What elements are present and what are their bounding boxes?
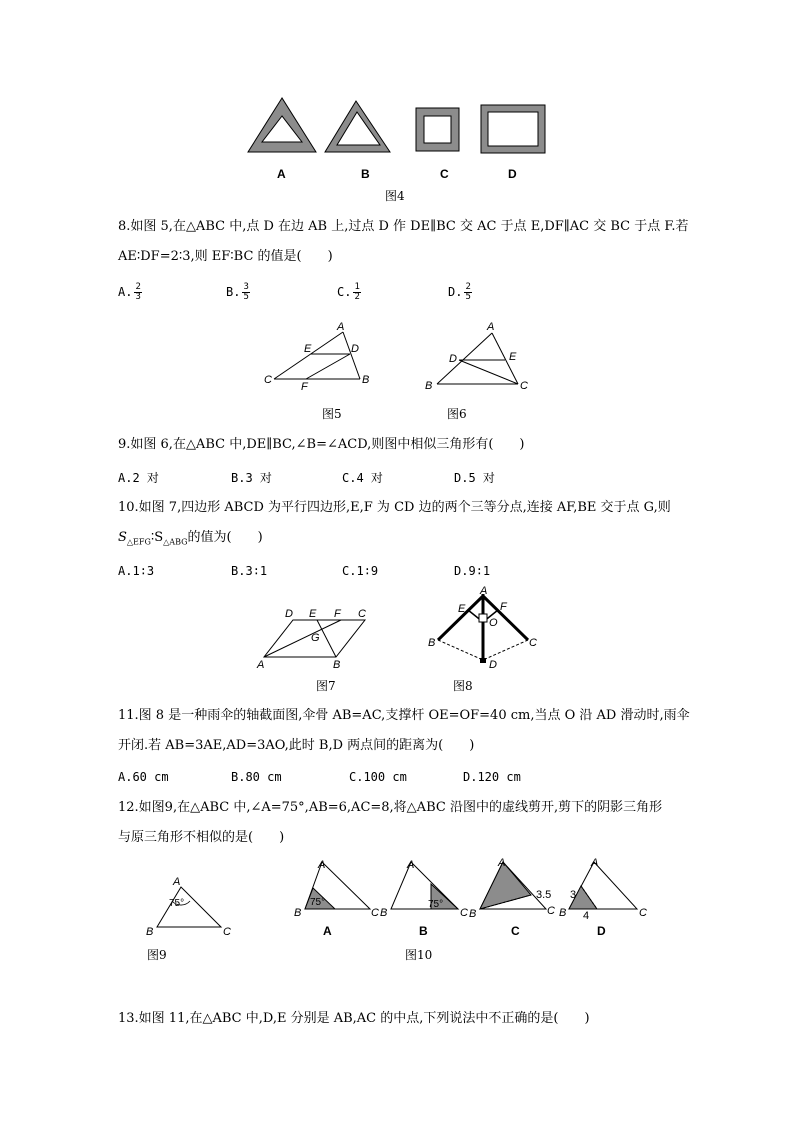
q9-option-b[interactable]: B.3 对 — [231, 471, 272, 485]
fig5-caption: 图5 — [322, 407, 342, 421]
svg-text:A: A — [591, 857, 599, 869]
fig5-point-e: E — [304, 343, 312, 355]
fig9-point-b: B — [146, 926, 154, 938]
fig5-point-c: C — [264, 374, 272, 386]
q9-option-c[interactable]: C.4 对 — [342, 471, 383, 485]
svg-text:C: C — [639, 907, 647, 919]
svg-text:C: C — [371, 907, 379, 919]
fig7-point-b: B — [333, 659, 341, 671]
fig9-angle-label: 75° — [169, 898, 185, 909]
fig9-point-c: C — [223, 926, 231, 938]
svg-text:C: C — [547, 905, 555, 917]
q8-option-b[interactable]: B. $\frac{3}{5}$ — [226, 282, 249, 302]
fig10-c-length: 3.5 — [536, 889, 552, 901]
fig10-sub-label-a: A — [323, 924, 332, 938]
svg-text:B: B — [294, 907, 302, 919]
q11-option-c[interactable]: C.100 cm — [349, 770, 407, 784]
q12-text-line2: 与原三角形不相似的是( ) — [118, 830, 285, 845]
fig6-caption: 图6 — [447, 407, 467, 421]
fig7-point-f: F — [334, 608, 341, 620]
fig5-point-f: F — [301, 381, 308, 393]
fig7-point-d: D — [285, 608, 293, 620]
fig7-point-c: C — [358, 608, 366, 620]
q12-text-line1: 12.如图9,在△ABC 中,∠A=75°,AB=6,AC=8,将△ABC 沿图中的虚线剪开,剪下的阴影三角形 — [118, 800, 663, 815]
svg-text:B: B — [380, 907, 388, 919]
q11-text-line2: 开闭.若 AB=3AE,AD=3AO,此时 B,D 两点间的距离为( ) — [118, 738, 475, 753]
fig4-label-b: B — [361, 167, 370, 181]
q8-option-c[interactable]: C. $\frac{1}{2}$ — [337, 282, 360, 302]
svg-text:A: A — [498, 857, 506, 869]
q10-text-line2: $S_{\triangle EFG}∶S_{\triangle ABG}$的值为( ) — [118, 530, 263, 547]
fig10-caption: 图10 — [405, 948, 433, 962]
fig5-point-d: D — [351, 343, 359, 355]
fig6-point-b: B — [425, 380, 433, 392]
fig9-caption: 图9 — [147, 948, 167, 962]
fig10-sub-label-b: B — [419, 924, 428, 938]
fig7-point-a: A — [257, 659, 265, 671]
q8-option-a[interactable]: A. $\frac{2}{3}$ — [118, 282, 141, 302]
svg-text:B: B — [559, 907, 567, 919]
q8-option-d[interactable]: D. $\frac{2}{5}$ — [448, 282, 471, 302]
fig6-point-c: C — [520, 380, 528, 392]
fig6-point-a: A — [487, 321, 495, 333]
q10-option-a[interactable]: A.1∶3 — [118, 564, 155, 578]
fig6-point-e: E — [509, 351, 517, 363]
q11-option-a[interactable]: A.60 cm — [118, 770, 169, 784]
fig8-point-c: C — [529, 637, 537, 649]
q9-text: 9.如图 6,在△ABC 中,DE∥BC,∠B=∠ACD,则图中相似三角形有( ) — [118, 437, 525, 452]
fig10-sub-label-c: C — [511, 924, 520, 938]
fig8-point-b: B — [428, 637, 436, 649]
q10-option-c[interactable]: C.1∶9 — [342, 564, 379, 578]
q9-option-a[interactable]: A.2 对 — [118, 471, 159, 485]
fig7-caption: 图7 — [316, 679, 336, 693]
fig6-point-d: D — [449, 353, 457, 365]
svg-text:C: C — [460, 907, 468, 919]
fig8-point-a: A — [480, 585, 488, 597]
fig10-b-angle: 75° — [428, 899, 444, 910]
fig4-label-a: A — [277, 167, 286, 181]
fig4-label-c: C — [440, 167, 449, 181]
fig4-label-d: D — [508, 167, 517, 181]
fig8-point-f: F — [500, 601, 507, 613]
fig8-point-e: E — [458, 603, 466, 615]
q8-text-line2: AE∶DF=2∶3,则 EF∶BC 的值是( ) — [118, 249, 333, 264]
fig5-point-a: A — [337, 321, 345, 333]
fig5-point-b: B — [362, 374, 370, 386]
svg-text:A: A — [407, 859, 415, 871]
fig4-caption: 图4 — [385, 189, 405, 203]
fig7-point-g: G — [311, 632, 320, 644]
q13-text: 13.如图 11,在△ABC 中,D,E 分别是 AB,AC 的中点,下列说法中不正确的是( ) — [118, 1011, 590, 1026]
q10-option-b[interactable]: B.3∶1 — [231, 564, 268, 578]
fig10-d-length-1: 3 — [570, 889, 577, 901]
fig9-point-a: A — [173, 876, 181, 888]
svg-text:B: B — [469, 908, 477, 920]
q8-text-line1: 8.如图 5,在△ABC 中,点 D 在边 AB 上,过点 D 作 DE∥BC 交 AC 于点 E,DF∥AC 交 BC 于点 F.若 — [118, 219, 689, 234]
q11-option-b[interactable]: B.80 cm — [231, 770, 282, 784]
fig10-d-length-2: 4 — [583, 910, 590, 922]
q10-option-d[interactable]: D.9∶1 — [454, 564, 491, 578]
fig8-point-d: D — [489, 659, 497, 671]
fig8-caption: 图8 — [453, 679, 473, 693]
fig10-a-angle: 75° — [310, 897, 326, 908]
q10-text-line1: 10.如图 7,四边形 ABCD 为平行四边形,E,F 为 CD 边的两个三等分点,连接 AF,BE 交于点 G,则 — [118, 500, 671, 515]
fig7-point-e: E — [309, 608, 317, 620]
q11-option-d[interactable]: D.120 cm — [463, 770, 521, 784]
fig8-point-o: O — [489, 617, 498, 629]
svg-text:A: A — [318, 859, 326, 871]
q9-option-d[interactable]: D.5 对 — [454, 471, 495, 485]
q11-text-line1: 11.图 8 是一种雨伞的轴截面图,伞骨 AB=AC,支撑杆 OE=OF=40 cm,当点 O 沿 AD 滑动时,雨伞 — [118, 708, 690, 723]
fig10-sub-label-d: D — [597, 924, 606, 938]
